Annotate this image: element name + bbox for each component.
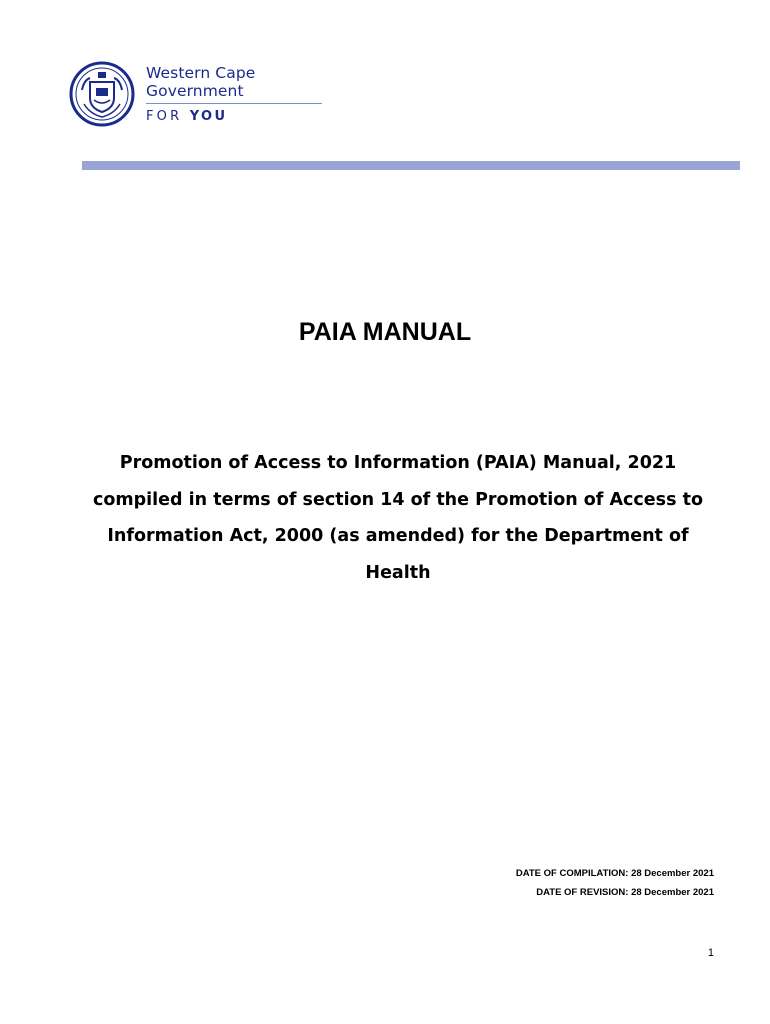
coat-of-arms-icon	[68, 60, 136, 128]
subtitle-line: Promotion of Access to Information (PAIA) Manual, 2021	[119, 453, 677, 473]
document-title: PAIA MANUAL	[298, 318, 472, 346]
org-name-line1: Western Cape	[146, 64, 256, 82]
tagline-you: YOU	[189, 109, 228, 124]
subtitle-line: compiled in terms of section 14 of the Promotion of Access to	[93, 489, 703, 510]
date-of-compilation: DATE OF COMPILATION: 28 December 2021	[515, 868, 714, 879]
subtitle-line: Health	[365, 562, 431, 583]
org-name-line2: Government	[146, 82, 244, 100]
page-number: 1	[707, 947, 714, 959]
tagline-for: FOR	[146, 109, 183, 124]
document-dates	[516, 864, 714, 902]
header-divider-bar	[82, 161, 740, 170]
date-of-revision: DATE OF REVISION: 28 December 2021	[536, 887, 714, 898]
logo-tagline	[146, 109, 227, 124]
logo-divider	[146, 103, 322, 104]
subtitle-line: Information Act, 2000 (as amended) for the Department of	[107, 526, 689, 546]
org-name	[146, 64, 255, 100]
document-subtitle	[70, 445, 726, 591]
western-cape-government-logo	[68, 60, 278, 130]
